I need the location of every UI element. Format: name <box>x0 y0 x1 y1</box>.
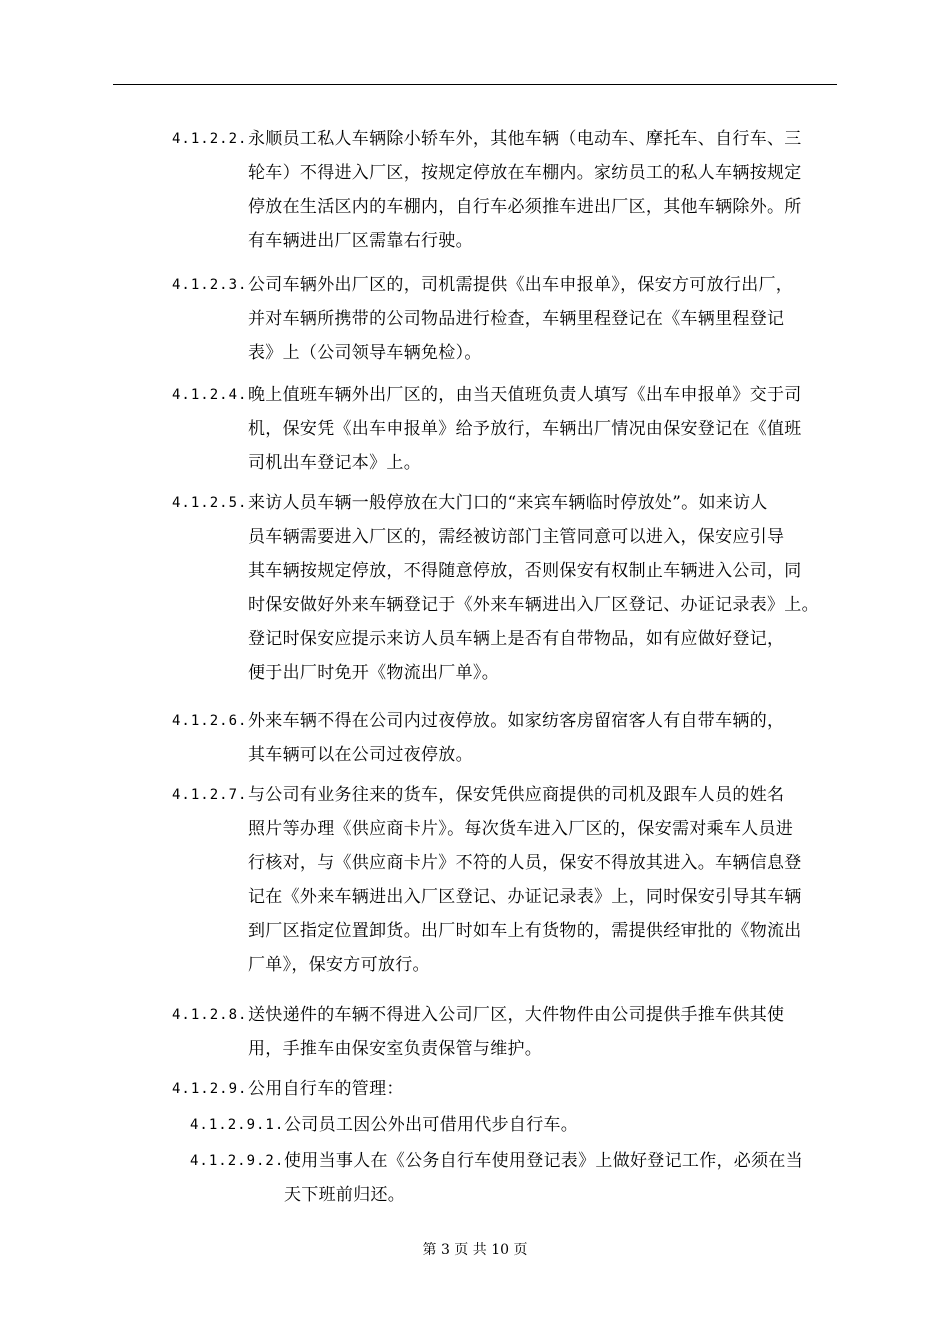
clause-text <box>248 704 784 772</box>
clause-text <box>248 268 793 370</box>
clause-line: 永顺员工私人车辆除小轿车外，其他车辆（电动车、摩托车、自行车、三 <box>248 129 802 149</box>
clause-number: 4.1.2.9.2. <box>190 1153 285 1169</box>
clause-line: 记在《外来车辆进出入厂区登记、办证记录表》上，同时保安引导其车辆 <box>248 887 802 907</box>
clause-number: 4.1.2.9. <box>172 1081 248 1097</box>
clause-text <box>248 122 802 258</box>
clause-text <box>248 378 802 480</box>
clause-number: 4.1.2.7. <box>172 787 248 803</box>
clause-line: 照片等办理《供应商卡片》。每次货车进入厂区的，保安需对乘车人员进 <box>248 819 794 839</box>
clause-line: 到厂区指定位置卸货。出厂时如车上有货物的，需提供经审批的《物流出 <box>248 921 802 941</box>
clause-line: 公用自行车的管理： <box>248 1079 404 1099</box>
clause-line: 员车辆需要进入厂区的，需经被访部门主管同意可以进入，保安应引导 <box>248 527 785 547</box>
clause-text <box>284 1144 803 1212</box>
clause-line: 其车辆可以在公司过夜停放。 <box>248 745 473 765</box>
clause-text <box>248 778 802 982</box>
clause-line: 表》上（公司领导车辆免检）。 <box>248 343 482 363</box>
clause-line: 司机出车登记本》上。 <box>248 453 421 473</box>
page-number: 第 3 页 共 10 页 <box>422 1242 528 1258</box>
clause-line: 用，手推车由保安室负责保管与维护。 <box>248 1039 543 1059</box>
clause-line: 停放在生活区内的车棚内，自行车必须推车进出厂区，其他车辆除外。所 <box>248 197 802 217</box>
clause-line: 厂单》，保安方可放行。 <box>248 955 430 975</box>
clause-line: 便于出厂时免开《物流出厂单》。 <box>248 663 499 683</box>
clause-text <box>284 1108 578 1142</box>
clause-line: 送快递件的车辆不得进入公司厂区，大件物件由公司提供手推车供其使 <box>248 1005 785 1025</box>
clause-number: 4.1.2.8. <box>172 1007 248 1023</box>
clause-line: 时保安做好外来车辆登记于《外来车辆进出入厂区登记、办证记录表》上。 <box>248 595 819 615</box>
clause-number: 4.1.2.5. <box>172 495 248 511</box>
clause-number: 4.1.2.9.1. <box>190 1117 285 1133</box>
clause-line: 公司员工因公外出可借用代步自行车。 <box>284 1115 579 1135</box>
clause-text <box>248 1072 404 1106</box>
clause-number: 4.1.2.6. <box>172 713 248 729</box>
clause-line: 使用当事人在《公务自行车使用登记表》上做好登记工作，必须在当 <box>284 1151 803 1171</box>
clause-number: 4.1.2.3. <box>172 277 248 293</box>
clause-line: 登记时保安应提示来访人员车辆上是否有自带物品，如有应做好登记， <box>248 629 785 649</box>
clause-line: 天下班前归还。 <box>284 1185 406 1205</box>
clause-line: 晚上值班车辆外出厂区的，由当天值班负责人填写《出车申报单》交于司 <box>248 385 802 405</box>
clause-line: 有车辆进出厂区需靠右行驶。 <box>248 231 473 251</box>
clause-line: 其车辆按规定停放，不得随意停放，否则保安有权制止车辆进入公司，同 <box>248 561 802 581</box>
clause-text <box>248 998 784 1066</box>
header-rule <box>113 84 837 85</box>
clause-number: 4.1.2.2. <box>172 131 248 147</box>
clause-number: 4.1.2.4. <box>172 387 248 403</box>
clause-line: 来访人员车辆一般停放在大门口的“来宾车辆临时停放处”。如来访人 <box>248 493 768 513</box>
clause-text <box>248 486 819 690</box>
clause-line: 行核对，与《供应商卡片》不符的人员，保安不得放其进入。车辆信息登 <box>248 853 802 873</box>
clause-line: 机，保安凭《出车申报单》给予放行，车辆出厂情况由保安登记在《值班 <box>248 419 802 439</box>
clause-line: 与公司有业务往来的货车，保安凭供应商提供的司机及跟车人员的姓名 <box>248 785 785 805</box>
clause-line: 公司车辆外出厂区的，司机需提供《出车申报单》，保安方可放行出厂， <box>248 275 794 295</box>
clause-line: 并对车辆所携带的公司物品进行检查，车辆里程登记在《车辆里程登记 <box>248 309 785 329</box>
clause-line: 外来车辆不得在公司内过夜停放。如家纺客房留宿客人有自带车辆的， <box>248 711 785 731</box>
page-footer <box>0 1240 950 1260</box>
clause-line: 轮车）不得进入厂区，按规定停放在车棚内。家纺员工的私人车辆按规定 <box>248 163 802 183</box>
